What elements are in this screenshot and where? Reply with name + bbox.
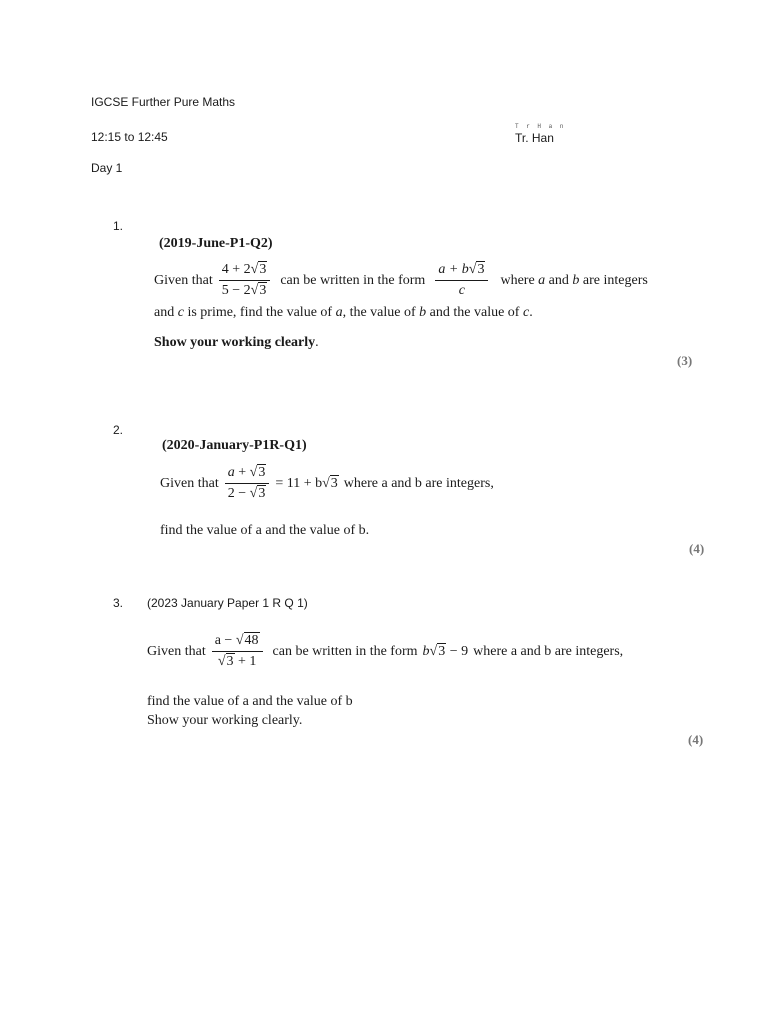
course-title: IGCSE Further Pure Maths	[91, 95, 236, 109]
question-3-statement: Given that $\frac{a - √48}{√3 + 1}$ can be written in the form b√3 − 9 where a and b are integers,	[147, 633, 624, 669]
question-3-source: (2023 January Paper 1 R Q 1)	[147, 596, 308, 610]
given-text: Given that	[154, 272, 213, 288]
question-1-marks: (3)	[677, 353, 693, 368]
question-2-source: (2020-January-P1R-Q1)	[162, 438, 307, 453]
question-3-find: find the value of a and the value of b	[147, 694, 353, 709]
question-2-number: 2.	[113, 423, 124, 437]
question-1-source: (2019-June-P1-Q2)	[159, 236, 273, 251]
question-1-statement-line-1: Given that $\frac{4 + 2√3}{5 - 2√3}$ can be written in the form $\frac{a + b√3}{c}$ where a and b are integers	[154, 262, 648, 298]
question-1-number: 1.	[113, 219, 124, 233]
teacher-name: Tr. Han	[515, 131, 554, 145]
fraction-2: $\frac{a + √3}{2 - √3}$	[225, 465, 270, 502]
form-text: can be written in the form	[280, 272, 426, 288]
question-2-find: find the value of a and the value of b.	[160, 523, 370, 538]
question-3-instruction: Show your working clearly.	[147, 713, 303, 728]
fraction-1: $\frac{4 + 2√3}{5 - 2√3}$	[219, 262, 271, 299]
question-3-number: 3.	[113, 596, 124, 610]
question-3-marks: (4)	[688, 732, 704, 747]
teacher-name-small: T r H a n	[515, 123, 566, 130]
fraction-3: $\frac{a - √48}{√3 + 1}$	[212, 633, 263, 670]
question-1-instruction: Show your working clearly.	[154, 335, 319, 350]
fraction-form: $\frac{a + b√3}{c}$	[435, 262, 488, 299]
question-1-statement-line-2: and c is prime, find the value of a, the value of b and the value of c.	[154, 305, 533, 320]
question-2-marks: (4)	[689, 541, 705, 556]
question-2-statement: Given that $\frac{a + √3}{2 - √3}$ = 11 + b√3 where a and b are integers,	[160, 465, 494, 501]
session-time: 12:15 to 12:45	[91, 130, 168, 144]
day-label: Day 1	[91, 161, 123, 175]
